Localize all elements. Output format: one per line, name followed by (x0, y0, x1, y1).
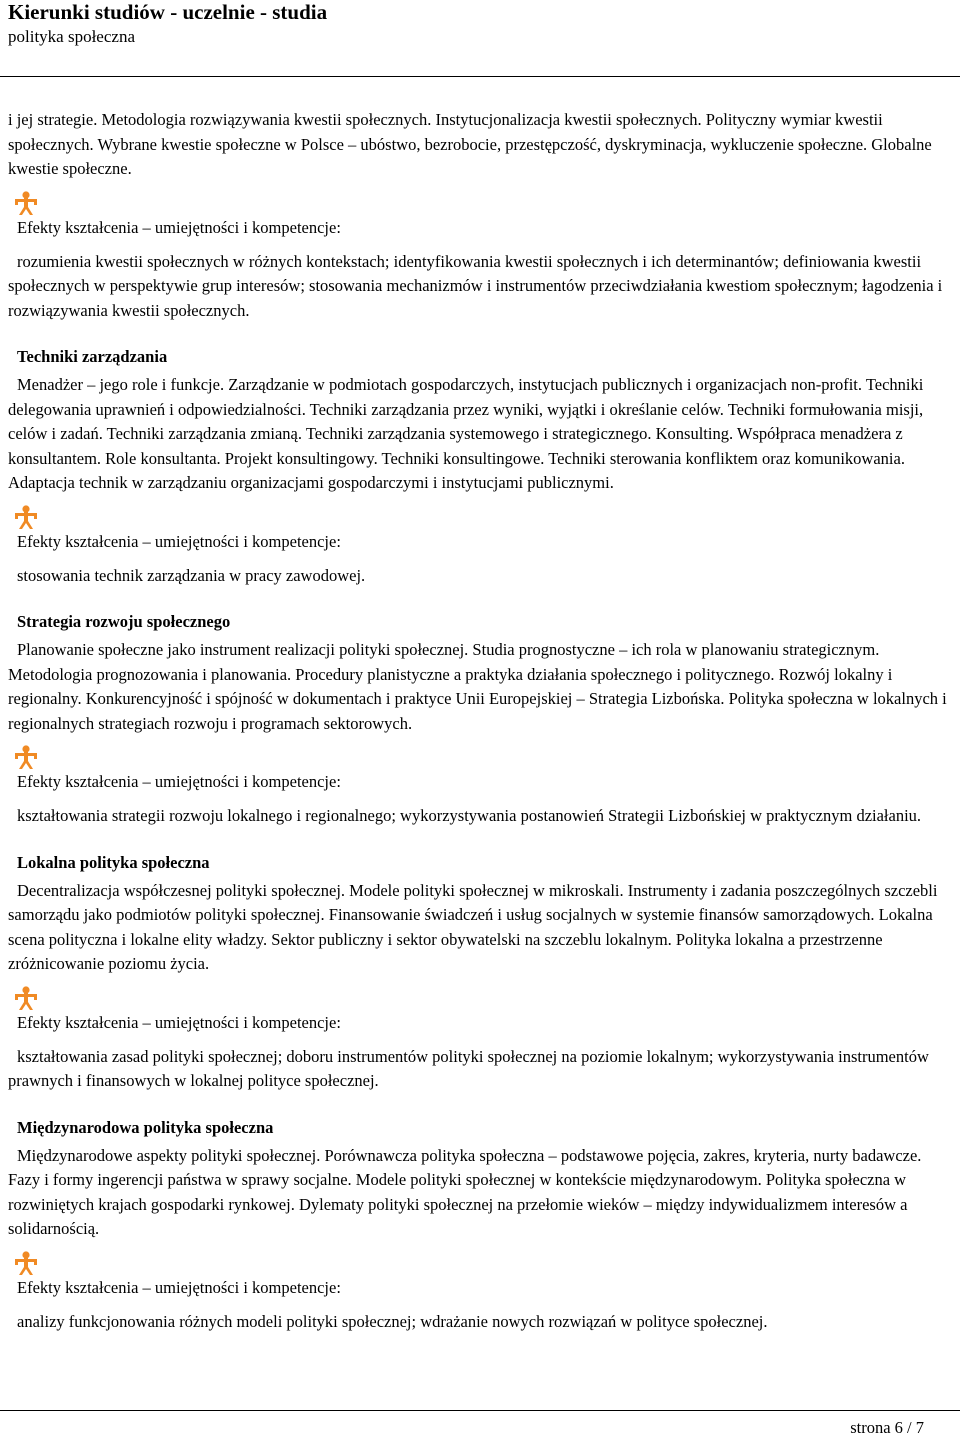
effects-label: Efekty kształcenia – umiejętności i kompetencje: (17, 772, 341, 791)
section-title: Lokalna polityka społeczna (17, 852, 210, 872)
effects-text: analizy funkcjonowania różnych modeli polityki społecznej; wdrażanie nowych rozwiązań w polityce społecznej. (17, 1311, 768, 1331)
effects-text: kształtowania zasad polityki społecznej; doboru instrumentów polityki społecznej na poziomie lokalnym; wykorzystywania instrumentów prawnych i finansowych w lokalnej polityce społecznej. (8, 1046, 929, 1090)
effects-text: stosowania technik zarządzania w pracy zawodowej. (17, 565, 366, 585)
footer-divider (0, 1410, 960, 1411)
effects-block (8, 744, 954, 829)
section-title: Strategia rozwoju społecznego (17, 612, 231, 631)
effects-label: Efekty kształcenia – umiejętności i kompetencje: (17, 217, 341, 237)
section-lokalna (8, 851, 954, 1094)
page-subtitle: polityka społeczna (8, 27, 135, 46)
figure-mascot-icon (12, 504, 40, 530)
effects-block (8, 190, 954, 324)
effects-label: Efekty kształcenia – umiejętności i kompetencje: (17, 1277, 341, 1297)
site-title: Kierunki studiów - uczelnie - studia (8, 0, 328, 24)
figure-mascot-icon (12, 1250, 40, 1276)
section-text: Menadżer – jego role i funkcje. Zarządzanie w podmiotach gospodarczych, instytucjach publicznych i organizacjach non-profit. Techniki delegowania uprawnień i odpowiedzialności. Techniki zarządzania przez wyniki, wyjątki i określanie celów. Techniki formułowania misji, celów i zadań. Techniki zarządzania zmianą. Techniki zarządzania systemowego i strategicznego. Konsulting. Współpraca menadżera z konsultantem. Role konsultanta. Projekt konsultingowy. Techniki konsultingowe. Techniki sterowania konfliktem oraz komunikowania. Adaptacja technik w zarządzaniu organizacjami gospodarczymi i instytucjami publicznymi. (8, 375, 924, 492)
effects-block (8, 1250, 954, 1335)
header-divider (0, 76, 960, 77)
effects-label: Efekty kształcenia – umiejętności i kompetencje: (17, 1012, 341, 1032)
section-text: Międzynarodowe aspekty polityki społecznej. Porównawcza polityka społeczna – podstawowe pojęcia, zakres, kryteria, nurty badawcze. Fazy i formy ingerencji państwa w sprawy socjalne. Modele polityki społecznej w kontekście międzynarodowym. Polityka społeczna w rozwiniętych krajach gospodarki rynkowej. Dylematy polityki społecznej na przełomie wieków – między indywidualizmem interesów a solidarnością. (8, 1145, 922, 1238)
figure-mascot-icon (12, 985, 40, 1011)
figure-mascot-icon (12, 744, 40, 770)
section-techniki (8, 345, 954, 588)
figure-mascot-icon (12, 190, 40, 216)
page-header (8, 0, 327, 48)
effects-block (8, 504, 954, 589)
effects-block (8, 985, 954, 1094)
section-strategia (8, 610, 954, 829)
section-text: Decentralizacja współczesnej polityki społecznej. Modele polityki społecznej w mikroskali. Instrumenty i zadania poszczególnych szczebli samorządu jako podmiotów polityki społecznej. Finansowanie świadczeń i usług socjalnych w systemie finansów samorządowych. Lokalna scena polityczna i lokalne elity władzy. Sektor publiczny i sektor obywatelski na szczeblu lokalnym. Polityka lokalna a przestrzenne zróżnicowanie poziomu życia. (8, 880, 938, 973)
intro-paragraph: i jej strategie. Metodologia rozwiązywania kwestii społecznych. Instytucjonalizacja kwestii społecznych. Polityczny wymiar kwestii społecznych. Wybrane kwestie społeczne w Polsce – ubóstwo, bezrobocie, przestępczość, dyskryminacja, wykluczenie społeczne. Globalne kwestie społeczne. (8, 110, 932, 178)
effects-text: kształtowania strategii rozwoju lokalnego i regionalnego; wykorzystywania postanowień Strategii Lizbońskiej w praktycznym działaniu. (17, 806, 922, 825)
main-content (8, 108, 954, 1334)
section-miedzynarodowa (8, 1116, 954, 1335)
effects-label: Efekty kształcenia – umiejętności i kompetencje: (17, 531, 341, 551)
section-title: Międzynarodowa polityka społeczna (17, 1117, 274, 1137)
section-title: Techniki zarządzania (17, 347, 168, 366)
section-text: Planowanie społeczne jako instrument realizacji polityki społecznej. Studia prognostyczne – ich rola w planowaniu strategicznym. Metodologia prognozowania i planowania. Procedury planistyczne a praktyka działania społecznego i politycznego. Rozwój lokalny i regionalny. Konkurencyjność i spójność w dokumentach i praktyce Unii Europejskiej – Strategia Lizbońska. Polityka społeczna w lokalnych i regionalnych strategiach rozwoju i programach sektorowych. (8, 640, 947, 733)
page-number: strona 6 / 7 (850, 1418, 924, 1437)
effects-text: rozumienia kwestii społecznych w różnych kontekstach; identyfikowania kwestii społecznych i ich determinantów; definiowania kwestii społecznych w perspektywie grup interesów; stosowania mechanizmów i instrumentów przeciwdziałania kwestiom społecznym; łagodzenia i rozwiązywania kwestii społecznych. (8, 251, 943, 320)
